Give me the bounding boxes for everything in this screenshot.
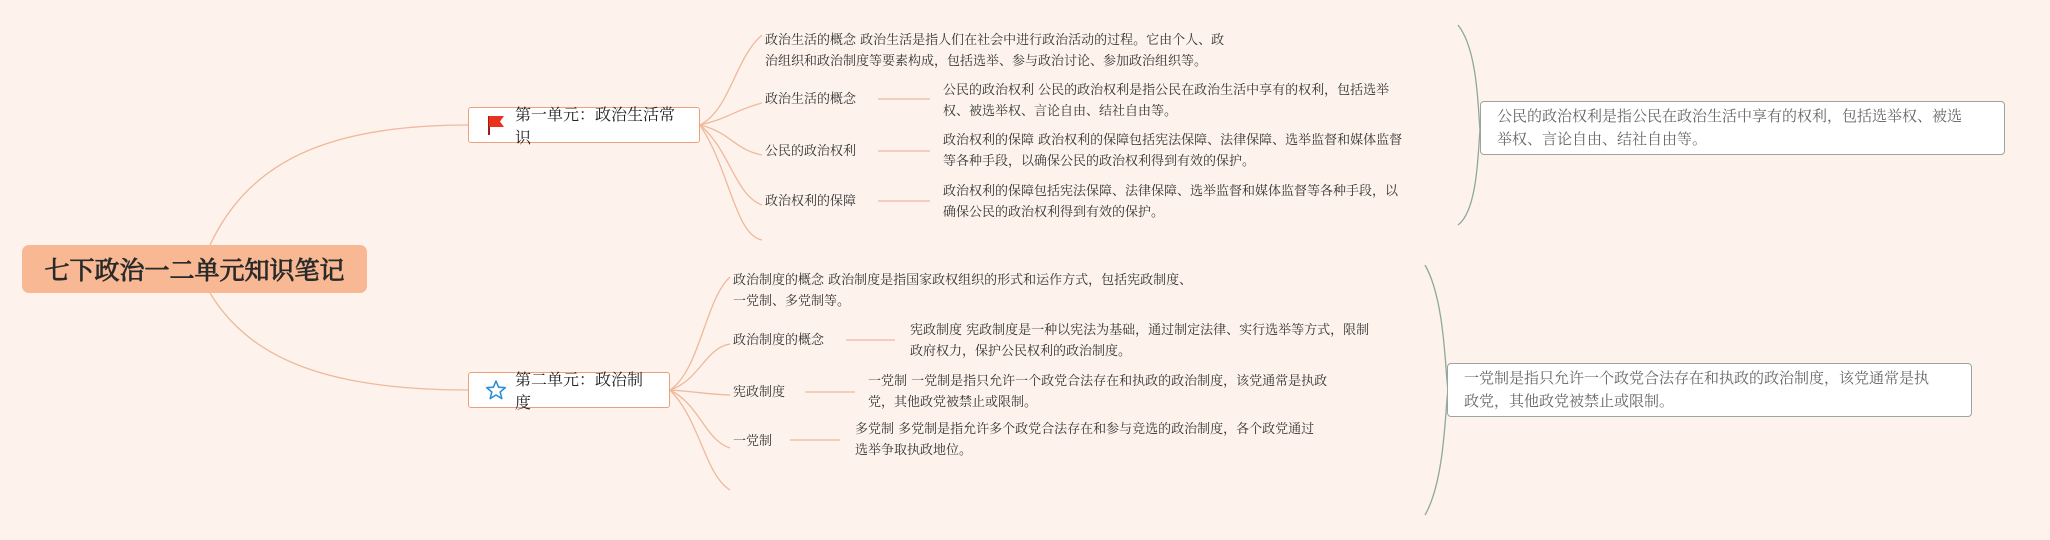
unit2-topic-label-2[interactable]: 宪政制度 bbox=[733, 385, 786, 400]
unit1-intro[interactable]: 政治生活的概念 政治生活是指人们在社会中进行政治活动的过程。它由个人、政 治组织和政治制度等要素构成，包括选举、参与政治讨论、参加政治组织等。 bbox=[765, 33, 1225, 69]
unit2-title: 第二单元：政治制度 bbox=[515, 370, 644, 412]
unit2-topic-label-3[interactable]: 一党制 bbox=[733, 434, 773, 449]
unit1-topic-detail-2[interactable]: 政治权利的保障 政治权利的保障包括宪法保障、法律保障、选举监督和媒体监督 等各种手段，以确保公民的政治权利得到有效的保护。 bbox=[943, 133, 1403, 169]
unit2-topic-label-1[interactable]: 政治制度的概念 bbox=[733, 333, 825, 348]
unit1-summary[interactable]: 公民的政治权利是指公民在政治生活中享有的权利，包括选举权、被选 举权、言论自由、结社自由等。 bbox=[1480, 101, 2005, 155]
unit2-topic-detail-3[interactable]: 多党制 多党制是指允许多个政党合法存在和参与竞选的政治制度，各个政党通过 选举争取执政地位。 bbox=[855, 422, 1315, 458]
red-flag-icon bbox=[485, 114, 507, 136]
root-title: 七下政治一二单元知识笔记 bbox=[44, 256, 345, 285]
unit2-topic-detail-1[interactable]: 宪政制度 宪政制度是一种以宪法为基础，通过制定法律、实行选举等方式，限制 政府权力，保护公民权利的政治制度。 bbox=[910, 323, 1370, 359]
star-outline-icon bbox=[485, 379, 507, 401]
root-topic[interactable] bbox=[22, 245, 367, 293]
unit2-topic[interactable] bbox=[468, 370, 670, 412]
unit2-summary[interactable]: 一党制是指只允许一个政党合法存在和执政的政治制度，该党通常是执 政党，其他政党被禁止或限制。 bbox=[1447, 363, 1972, 417]
unit1-topic-label-1[interactable]: 政治生活的概念 bbox=[765, 92, 857, 107]
unit1-topic-detail-3[interactable]: 政治权利的保障包括宪法保障、法律保障、选举监督和媒体监督等各种手段，以 确保公民的政治权利得到有效的保护。 bbox=[943, 184, 1399, 220]
unit2-intro[interactable]: 政治制度的概念 政治制度是指国家政权组织的形式和运作方式，包括宪政制度、 一党制、多党制等。 bbox=[733, 273, 1193, 309]
unit1-topic-detail-1[interactable]: 公民的政治权利 公民的政治权利是指公民在政治生活中享有的权利，包括选举 权、被选举权、言论自由、结社自由等。 bbox=[943, 83, 1390, 119]
unit2-topic-detail-2[interactable]: 一党制 一党制是指只允许一个政党合法存在和执政的政治制度，该党通常是执政 党，其他政党被禁止或限制。 bbox=[868, 374, 1328, 410]
unit1-topic[interactable] bbox=[468, 105, 700, 147]
unit1-topic-label-2[interactable]: 公民的政治权利 bbox=[765, 144, 857, 159]
unit1-title: 第一单元：政治生活常识 bbox=[515, 105, 676, 147]
unit1-topic-label-3[interactable]: 政治权利的保障 bbox=[765, 194, 857, 209]
